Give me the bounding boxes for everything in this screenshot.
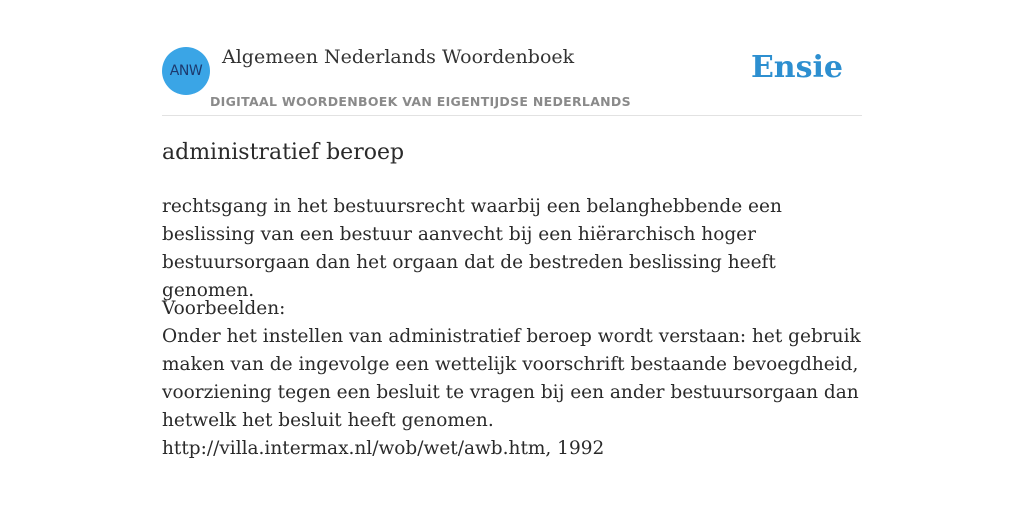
- examples-section: [162, 295, 862, 463]
- entry-card: [162, 0, 862, 459]
- entry-title: administratief beroep: [162, 140, 405, 165]
- entry-definition: rechtsgang in het bestuursrecht waarbij een belanghebbende een beslissing van een bestuur aanvecht bij een hiërarchisch hoger bestuursorgaan dan het orgaan dat de bestreden beslissing heeft genomen.: [162, 196, 782, 301]
- ensie-brand-logo[interactable]: Ensie: [750, 50, 843, 85]
- site-header: [162, 0, 862, 116]
- site-title[interactable]: Algemeen Nederlands Woordenboek: [222, 46, 575, 68]
- anw-logo[interactable]: ANW: [162, 47, 210, 95]
- example-text: Onder het instellen van administratief beroep wordt verstaan: het gebruik maken van de ingevolge een wettelijk voorschrift bestaande bevoegdheid, voorziening tegen een besluit te vragen bij een ander bestuursorgaan dan hetwelk het besluit heeft genomen.: [162, 326, 861, 431]
- examples-label: Voorbeelden:: [162, 298, 286, 319]
- example-source: http://villa.intermax.nl/wob/wet/awb.htm, 1992: [162, 438, 605, 459]
- site-subtitle: DIGITAAL WOORDENBOEK VAN EIGENTIJDSE NEDERLANDS: [210, 94, 631, 109]
